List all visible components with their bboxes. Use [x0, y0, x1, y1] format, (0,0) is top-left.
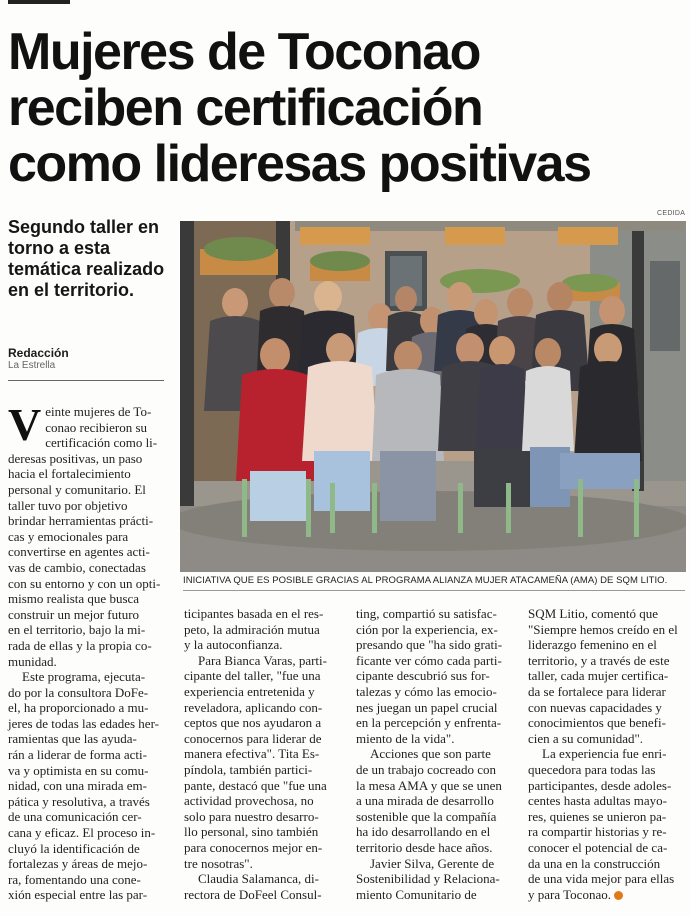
body-text-line: miento de la vida".: [356, 730, 455, 746]
group-photo-illustration: [180, 221, 686, 572]
body-text-line: taller, cada mujer certifica-: [528, 668, 669, 684]
body-text-line: conocimientos que benefi-: [528, 715, 666, 731]
body-text-line: pante, destacó que "fue una: [184, 777, 327, 793]
body-text-line: cana y eficaz. El proceso in-: [8, 825, 156, 841]
body-text-line: rán a liderar de forma acti-: [8, 747, 147, 763]
byline-outlet: La Estrella: [8, 360, 56, 371]
body-text-line: fortalezas y áreas de mejo-: [8, 856, 148, 872]
body-text-line: einte mujeres de To-: [45, 404, 152, 419]
headline-line: reciben certificación: [8, 79, 483, 137]
body-text-line: actividad provechosa, no: [184, 793, 314, 809]
headline: [8, 24, 688, 192]
caption-divider: [183, 590, 685, 591]
body-text-line: en el territorio, bajo la mi-: [8, 622, 146, 638]
body-text-line: el, ha proporcionado a mu-: [8, 700, 149, 716]
body-text-line: deresas positivas, un paso: [8, 450, 143, 466]
body-text-line: sostenible que la compañía: [356, 808, 497, 824]
body-text-line: rectora de DoFeel Consul-: [184, 886, 322, 902]
body-text-line: peto, la admiración mutua: [184, 621, 320, 637]
photo-credit: CEDIDA: [657, 210, 686, 217]
body-text-line: tre nosotras".: [184, 855, 253, 871]
body-text-line: Claudia Salamanca, di-: [198, 871, 319, 887]
body-text-line: da una en la construcción: [528, 855, 661, 871]
body-text-line: y para Toconao.: [528, 886, 611, 902]
body-text-line: de un trabajo cocreado con: [356, 761, 497, 777]
body-text-line: píndola, también partici-: [184, 761, 313, 777]
body-column-4: [528, 606, 688, 902]
photo-caption: INICIATIVA QUE ES POSIBLE GRACIAS AL PROGRAMA ALIANZA MUJER ATACAMEÑA (AMA) DE SQM LITIO.: [183, 575, 668, 586]
body-text-line: en la percepción y enfrenta-: [356, 715, 502, 731]
body-text-line: talezas y cómo las emocio-: [356, 683, 497, 699]
body-text-line: solo para nuestro desarro-: [184, 808, 319, 824]
body-text-line: conocer el potencial de ca-: [528, 839, 668, 855]
body-text-line: conao recibieron su: [45, 419, 148, 435]
body-text-line: a una mirada de desarrollo: [356, 793, 494, 809]
section-marker-bar: [8, 0, 70, 4]
headline-line: Mujeres de Toconao: [8, 23, 480, 81]
body-text-line: cien a su comunidad".: [528, 730, 644, 746]
body-text-line: con su entorno y con un opti-: [8, 575, 161, 591]
body-text-line: reveladora, aplicando con-: [184, 699, 323, 715]
body-text-line: para conocernos mejor en-: [184, 839, 323, 855]
body-text-line: ra, fomentando una cone-: [8, 871, 141, 887]
byline-author: Redacción: [8, 346, 69, 360]
body-text-line: do por la consultora DoFe-: [8, 684, 149, 700]
headline-line: como lideresas positivas: [8, 135, 591, 193]
body-text-line: ceptos que nos ayudaron a: [184, 715, 322, 731]
body-text-line: ha ido desarrollando en el: [356, 824, 491, 840]
body-text-line: participantes, desde adoles-: [528, 777, 672, 793]
body-text-line: Para Bianca Varas, parti-: [198, 652, 327, 668]
body-text-line: Acciones que son parte: [370, 746, 491, 762]
body-text-line: territorio desde hace años.: [356, 839, 493, 855]
body-text-line: xión especial entre las par-: [8, 887, 148, 903]
body-text-line: ficante ver cómo cada parti-: [356, 652, 502, 668]
body-text-line: hacia el fortalecimiento: [8, 466, 131, 482]
body-text-line: jeres de todas las edades her-: [8, 715, 159, 731]
body-text-line: llo personal, sino también: [184, 824, 319, 840]
body-text-line: construir un mejor futuro: [8, 606, 140, 622]
body-text-line: centes hasta adultas mayo-: [528, 793, 667, 809]
body-text-line: conocernos para liderar de: [184, 730, 322, 746]
body-text-line: presando que "ha sido grati-: [356, 637, 503, 653]
body-text-line: de una comunicación cer-: [8, 809, 142, 825]
group-photo: [180, 221, 686, 572]
body-text-line: personal y comunitario. El: [8, 481, 146, 497]
body-column-2: [184, 606, 346, 902]
body-text-line: brindar herramientas prácti-: [8, 513, 154, 529]
byline: [8, 346, 168, 372]
body-text-line: Este programa, ejecuta-: [22, 669, 146, 685]
body-text-line: cipante descubrió sus for-: [356, 668, 490, 684]
body-text-line: SQM Litio, comentó que: [528, 606, 658, 621]
deck-subtitle: Segundo taller en torno a esta temática realizado en el territorio.: [8, 217, 165, 300]
body-text-line: territorio, y a través de este: [528, 652, 670, 668]
body-text-line: ción por la experiencia, ex-: [356, 621, 498, 637]
body-text-line: certificación como li-: [45, 435, 158, 451]
body-text-line: rada de ellas y la propia co-: [8, 637, 152, 653]
body-text-line: convertirse en agentes acti-: [8, 544, 150, 560]
body-text-line: ting, compartió su satisfac-: [356, 606, 497, 621]
body-text-line: Javier Silva, Gerente de: [370, 855, 495, 871]
body-text-line: cipante del taller, "fue una: [184, 668, 321, 684]
body-text-line: La experiencia fue enri-: [542, 746, 667, 762]
body-text-line: con nuevas capacidades y: [528, 699, 662, 715]
body-text-line: ticipantes basada en el res-: [184, 606, 324, 621]
body-text-line: vas de cambio, conectadas: [8, 559, 146, 575]
body-text-line: experiencia entretenida y: [184, 683, 315, 699]
body-text-line: Sostenibilidad y Relaciona-: [356, 871, 500, 887]
body-text-line: res, quienes se unieron pa-: [528, 808, 667, 824]
body-text-line: de una vida mejor para ellas: [528, 871, 675, 887]
body-text-line: nes juegan un papel crucial: [356, 699, 498, 715]
body-text-line: mismo realista que busca: [8, 591, 140, 607]
body-text-line: da se fortalece para liderar: [528, 683, 666, 699]
body-text-line: va y optimista en su comu-: [8, 762, 149, 778]
body-column-3: [356, 606, 516, 902]
body-text-line: cluyó la identificación de: [8, 840, 140, 856]
body-column-1: [8, 399, 166, 903]
body-text-line: miento Comunitario de: [356, 886, 477, 902]
body-text-line: cas y emocionales para: [8, 528, 129, 544]
body-text-line: nidad, con una mirada em-: [8, 778, 147, 794]
body-text-line: taller tuvo por objetivo: [8, 497, 128, 513]
body-text-line: quecedora para todas las: [528, 761, 656, 777]
body-text-line: ra compartir historias y re-: [528, 824, 667, 840]
body-text-line: pática y resolutiva, a través: [8, 793, 150, 809]
body-text-line: liderazgo femenino en el: [528, 637, 657, 653]
drop-cap: V: [8, 399, 42, 450]
body-text-line: la mesa AMA y que se unen: [356, 777, 502, 793]
end-of-article-icon: [614, 891, 623, 900]
body-text-line: "Siempre hemos creído en el: [528, 621, 678, 637]
body-text-line: ramientas que las ayuda-: [8, 731, 137, 747]
body-text-line: y la autoconfianza.: [184, 637, 283, 653]
body-text-line: munidad.: [8, 653, 57, 669]
body-text-line: manera efectiva". Tita Es-: [184, 746, 320, 762]
byline-divider: [8, 380, 164, 381]
